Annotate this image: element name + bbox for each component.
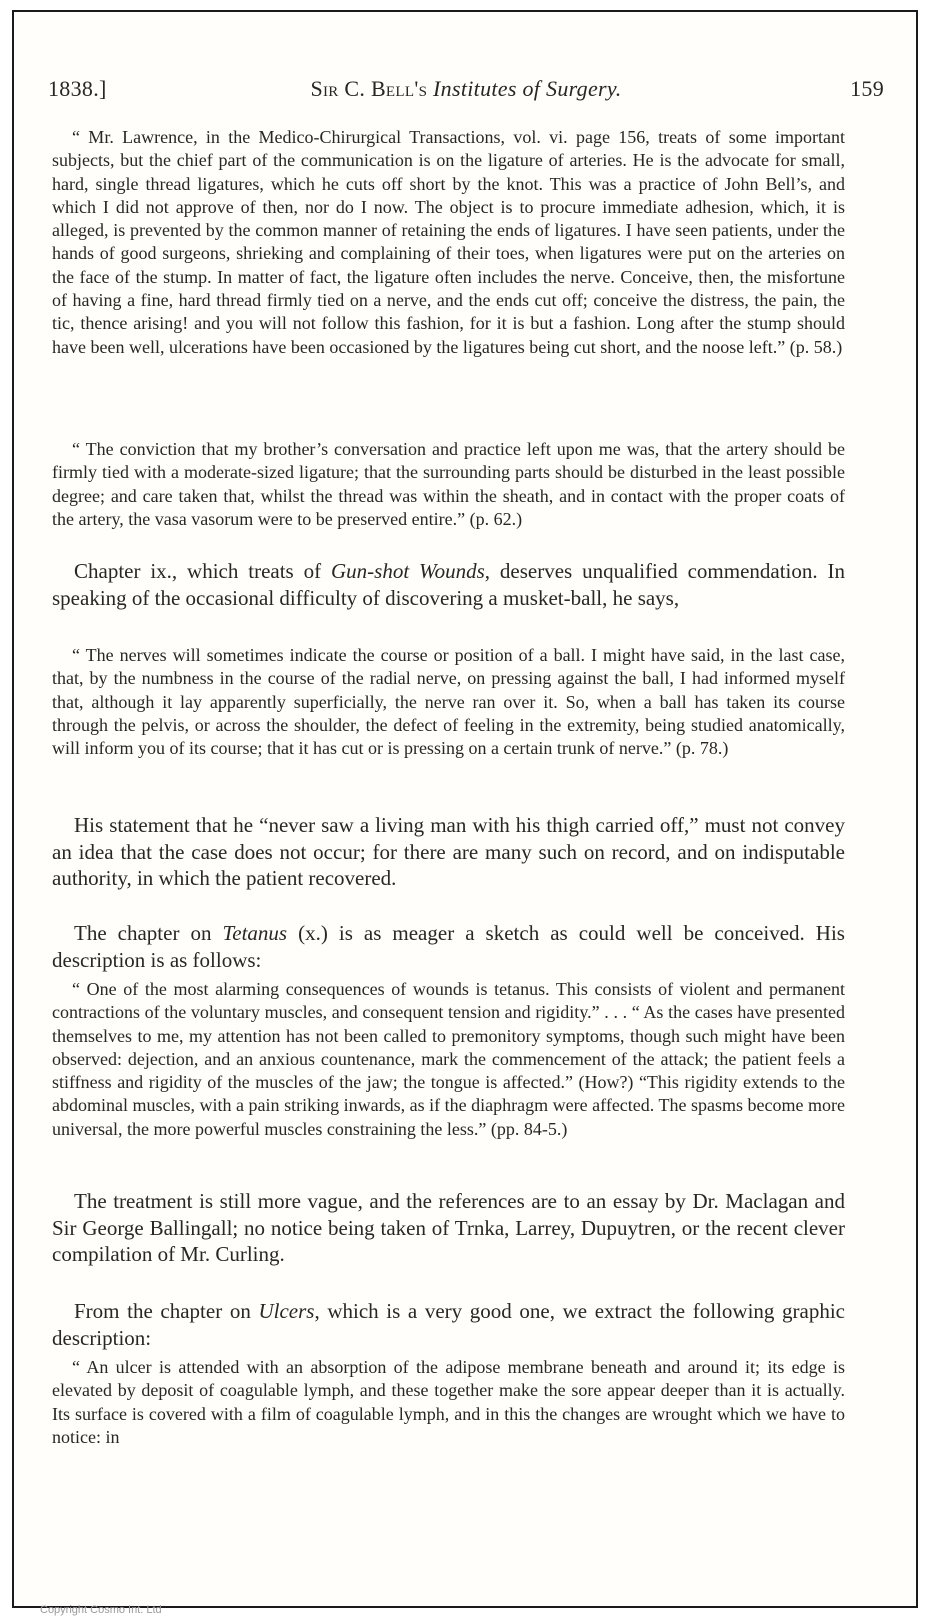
running-header [48,76,884,110]
quote-tetanus [52,978,845,1141]
quote-ligature-text: “ The conviction that my brother’s conversation and practice left upon me was, that the artery should be firmly tied with a moderate-sized ligature; that the surrounding parts should be disturbed in the least possible degree; and care taken that, whilst the thread was within the sheath, and in contact with the proper coats of the artery, the vasa vasorum were to be preserved entire.” (p. 62.) [52,439,845,529]
paragraph-thigh: His statement that he “never saw a living man with his thigh carried off,” must not convey an idea that the case does not occur; for there are many such on record, and on indisputable authority, in which the patient recovered. [52,813,845,891]
quote-ulcer [52,1356,845,1449]
quote-ligature [52,438,845,531]
header-author: Sir C. Bell's [310,76,428,101]
quote-lawrence [52,126,845,359]
header-work: Institutes of Surgery. [433,76,622,101]
quote-nerves-text: “ The nerves will sometimes indicate the course or position of a ball. I might have said, in the last case, that, by the numbness in the course of the radial nerve, on pressing against the ball, I had informed myself that, although it lay apparently superficially, the nerve ran over it. So, when a ball has taken its course through the pelvis, or across the shoulder, the defect of feeling in the extremity, being studied anatomically, will inform you of its course; that it has cut or is pressing on a certain trunk of nerve.” (p. 78.) [52,645,845,759]
header-title [48,76,884,102]
paragraph-ulcers: From the chapter on Ulcers, which is a very good one, we extract the following graphic description: [52,1299,845,1350]
page-number: 159 [850,76,884,101]
header-year: 1838.] [48,76,107,101]
copyright-watermark: Copyright Cosmo Int. Ltd [40,1604,162,1616]
quote-tetanus-text: “ One of the most alarming consequences of wounds is tetanus. This consists of violent and permanent contractions of the voluntary muscles, and consequent tension and rigidity.” . . . “ As the cases have presented themselves to me, my attention has not been called to premonitory symptoms, though such might have been observed: dejection, and an anxious countenance, mark the commencement of the attack; the patient feels a stiffness and rigidity of the muscles of the jaw; the tongue is affected.” (How?) “This rigidity extends to the abdominal muscles, with a pain striking inwards, as if the diaphragm were affected. The spasms become more universal, the more powerful muscles constraining the less.” (pp. 84-5.) [52,979,845,1139]
quote-nerves [52,644,845,760]
paragraph-tetanus: The chapter on Tetanus (x.) is as meager a sketch as could well be conceived. His description is as follows: [52,921,845,972]
quote-ulcer-text: “ An ulcer is attended with an absorption of the adipose membrane beneath and around it; its edge is elevated by deposit of coagulable lymph, and these together make the sore appear deeper than it is actually. Its surface is covered with a film of coagulable lymph, and in this the changes are wrought which we have to notice: in [52,1357,845,1447]
ulcers-italic: Ulcers [258,1299,315,1323]
paragraph-gunshot: Chapter ix., which treats of Gun-shot Wounds, deserves unqualified commendation. In speaking of the occasional difficulty of discovering a musket-ball, he says, [52,559,845,610]
quote-lawrence-text: “ Mr. Lawrence, in the Medico-Chirurgical Transactions, vol. vi. page 156, treats of some important subjects, but the chief part of the communication is on the ligature of arteries. He is the advocate for small, hard, single thread ligatures, which he cuts off short by the knot. This was a practice of John Bell’s, and which I did not approve of then, nor do I now. The object is to procure immediate adhesion, which, it is alleged, is prevented by the common manner of retaining the ends of ligatures. I have seen patients, under the hands of good surgeons, shrieking and complaining of their toes, when ligatures were put on the arteries on the face of the stump. In matter of fact, the ligature often includes the nerve. Conceive, then, the misfortune of having a fine, hard thread firmly tied on a nerve, and the ends cut off; conceive the distress, the pain, the tic, thence arising! and you will not follow this fashion, for it is but a fashion. Long after the stump should have been well, ulcerations have been occasioned by the ligatures being cut short, and the noose left.” (p. 58.) [52,127,845,357]
paragraph-treatment: The treatment is still more vague, and the references are to an essay by Dr. Maclagan and Sir George Ballingall; no notice being taken of Trnka, Larrey, Dupuytren, or the recent clever compilation of Mr. Curling. [52,1189,845,1267]
tetanus-italic: Tetanus [222,921,288,945]
gunshot-italic: Gun-shot Wounds [330,559,485,583]
